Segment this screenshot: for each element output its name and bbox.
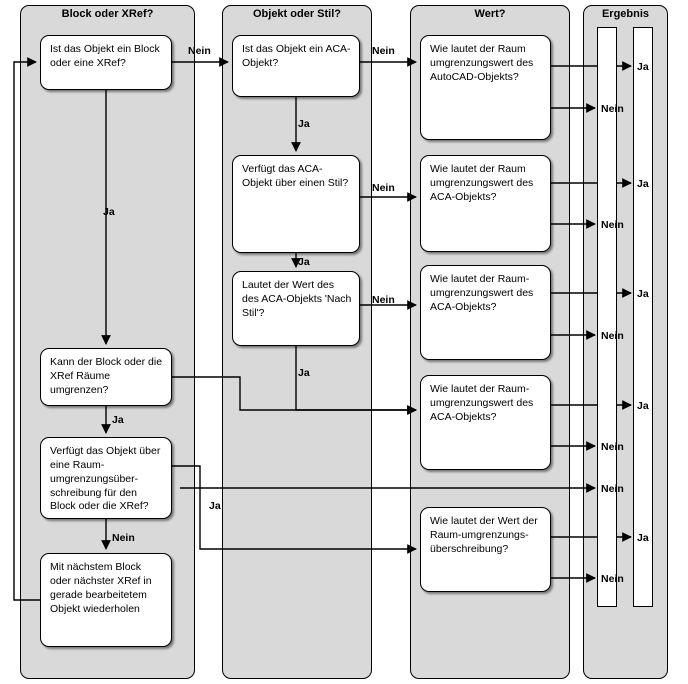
swimlane-title: Wert?	[474, 8, 506, 20]
result-label: Nein	[601, 103, 624, 115]
result-label: Nein	[601, 483, 624, 495]
edge-label: Ja	[103, 206, 115, 218]
decision-node-n9[interactable]: Wie lautet der Raum umgrenzungswert des ACA-Objekts?	[420, 155, 551, 252]
swimlane-title: Objekt oder Stil?	[252, 8, 341, 20]
decision-node-n7[interactable]: Lautet der Wert des des ACA-Objekts 'Nach Stil'?	[232, 271, 360, 346]
edge-label: Nein	[112, 532, 135, 544]
edge-label: Ja	[298, 118, 310, 130]
decision-node-n2[interactable]: Kann der Block oder die XRef Räume umgrenzen?	[40, 348, 172, 406]
edge-label: Nein	[188, 45, 211, 57]
result-label: Nein	[601, 441, 624, 453]
decision-node-n8[interactable]: Wie lautet der Raum umgrenzungswert des AutoCAD-Objekts?	[420, 35, 551, 140]
result-label: Nein	[601, 573, 624, 585]
decision-node-n11[interactable]: Wie lautet der Raum-umgrenzungswert des ACA-Objekts?	[420, 375, 551, 470]
result-slot-1	[633, 27, 653, 607]
result-label: Ja	[637, 61, 649, 73]
result-label: Nein	[601, 330, 624, 342]
decision-node-n6[interactable]: Verfügt das ACA-Objekt über einen Stil?	[232, 155, 360, 253]
edge-label: Nein	[372, 294, 395, 306]
edge-label: Ja	[112, 414, 124, 426]
edge-label: Ja	[298, 367, 310, 379]
edge-label: Ja	[298, 256, 310, 268]
edge-label: Ja	[209, 500, 221, 512]
decision-node-n4[interactable]: Mit nächstem Block oder nächster XRef in gerade bearbeitetem Objekt wiederholen	[40, 553, 172, 647]
decision-node-n5[interactable]: Ist das Objekt ein ACA-Objekt?	[232, 35, 360, 97]
result-label: Ja	[637, 532, 649, 544]
swimlane-title: Ergebnis	[601, 8, 650, 20]
decision-node-n3[interactable]: Verfügt das Objekt über eine Raum-umgrenzungsüber-schreibung für den Block oder die XRef?	[40, 437, 172, 519]
result-label: Nein	[601, 219, 624, 231]
edge-label: Nein	[372, 45, 395, 57]
swimlane-title: Block oder XRef?	[61, 8, 154, 20]
decision-node-n10[interactable]: Wie lautet der Raum-umgrenzungswert des ACA-Objekts?	[420, 265, 551, 360]
result-label: Ja	[637, 400, 649, 412]
result-label: Ja	[637, 178, 649, 190]
result-label: Ja	[637, 288, 649, 300]
edge-label: Nein	[372, 182, 395, 194]
decision-node-n1[interactable]: Ist das Objekt ein Block oder eine XRef?	[40, 35, 172, 90]
decision-node-n12[interactable]: Wie lautet der Wert der Raum-umgrenzungs-überschreibung?	[420, 507, 551, 592]
